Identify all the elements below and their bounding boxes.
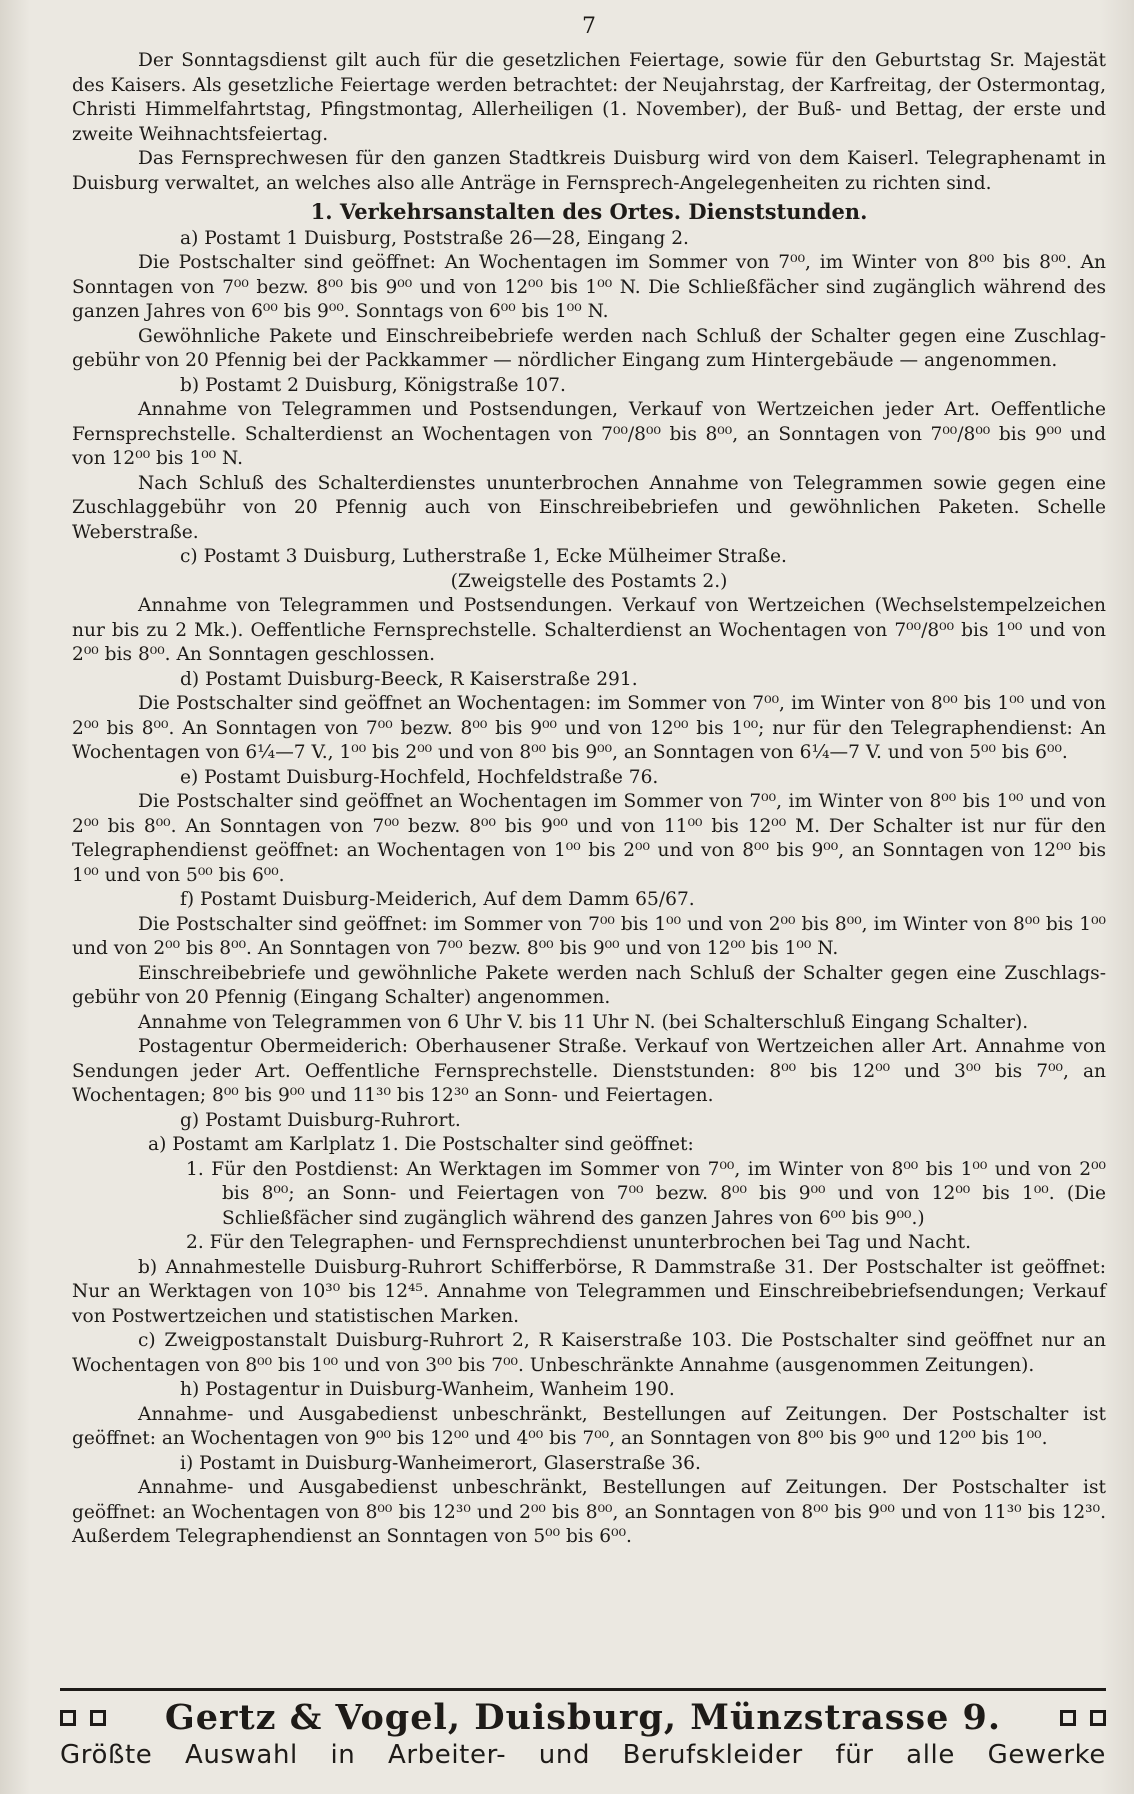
square-ornament-icon (60, 1710, 76, 1726)
office-a-hours: Die Postschalter sind geöffnet: An Wochentagen im Sommer von 7⁰⁰, im Winter von 8⁰⁰ bis 8⁰⁰. An Sonntagen von 7⁰⁰ bezw. 8⁰⁰ bis 9⁰⁰ und von 12⁰⁰ bis 1⁰⁰ N. Die Schließfächer sind zugänglich während des ganzen Jahres von 6⁰⁰ bis 9⁰⁰. Sonntags von 6⁰⁰ bis 1⁰⁰ N. (72, 252, 1106, 322)
office-g-item-post: 1. Für den Postdienst: An Werktagen im Sommer von 7⁰⁰, im Winter von 8⁰⁰ bis 1⁰⁰ und von 2⁰⁰ bis 8⁰⁰; an Sonn- und Feiertagen von 7⁰⁰ bezw. 8⁰⁰ bis 9⁰⁰ und von 12⁰⁰ bis 1⁰⁰. (Die Schließfächer sind zugänglich während des ganzen Jahres von 6⁰⁰ bis 9⁰⁰.) (186, 1158, 1106, 1229)
square-ornament-icon (1090, 1710, 1106, 1726)
advertisement-company: Gertz & Vogel, Duisburg, Münzstrasse 9. (164, 1697, 1002, 1738)
intro-paragraph-telephone: Das Fernsprechwesen für den ganzen Stadtkreis Duisburg wird von dem Kaiserl. Telegraphenamt in Duisburg verwaltet, an welches also alle Anträge in Fernsprech-Angelegenheiten zu richten sind. (72, 148, 1106, 194)
office-g-a-heading: a) Postamt am Karlplatz 1. Die Postschalter sind geöffnet: (148, 1134, 694, 1155)
square-ornament-icon (1060, 1710, 1076, 1726)
office-g-item-telegraph: 2. Für den Telegraphen- und Fernsprechdienst ununterbrochen bei Tag und Nacht. (186, 1232, 971, 1253)
office-f-heading: f) Postamt Duisburg-Meiderich, Auf dem Damm 65/67. (180, 889, 695, 910)
office-f-parcels: Einschreibebriefe und gewöhnliche Pakete werden nach Schluß der Schalter gegen eine Zuschlags-gebühr von 20 Pfennig (Eingang Schalter) angenommen. (72, 962, 1106, 1008)
square-ornament-icon (90, 1710, 106, 1726)
office-f-telegrams: Annahme von Telegrammen von 6 Uhr V. bis 11 Uhr N. (bei Schalterschluß Eingang Schalter). (138, 1011, 1029, 1033)
office-b-services: Annahme von Telegrammen und Postsendungen, Verkauf von Wertzeichen jeder Art. Oeffentliche Fernsprechstelle. Schalterdienst an Wochentagen von 7⁰⁰/8⁰⁰ bis 8⁰⁰, an Sonntagen von 7⁰⁰/8⁰⁰ bis 9⁰⁰ und von 12⁰⁰ bis 1⁰⁰ N. (72, 399, 1106, 469)
office-h-heading: h) Postagentur in Duisburg-Wanheim, Wanheim 190. (180, 1379, 675, 1400)
office-i-hours: Annahme- und Ausgabedienst unbeschränkt, Bestellungen auf Zeitungen. Der Postschalter ist geöffnet: an Wochentagen von 8⁰⁰ bis 12³⁰ und 2⁰⁰ bis 8⁰⁰, an Sonntagen von 8⁰⁰ bis 9⁰⁰ und von 11³⁰ bis 12³⁰. Außerdem Telegraphendienst an Sonntagen von 5⁰⁰ bis 6⁰⁰. (72, 1477, 1106, 1547)
office-e-heading: e) Postamt Duisburg-Hochfeld, Hochfeldstraße 76. (180, 766, 659, 788)
intro-paragraph-holidays: Der Sonntagsdienst gilt auch für die gesetzlichen Feiertage, sowie für den Geburtstag Sr. Majestät des Kaisers. Als gesetzliche Feiertage werden betrachtet: der Neujahrstag, der Karfreitag, der Ostermontag, Christi Himmelfahrtstag, Pfingstmontag, Allerheiligen (1. November), der Buß- und Bettag, der erste und zweite Weihnachtsfeiertag. (72, 50, 1106, 145)
page-number: 7 (582, 14, 596, 39)
office-g-heading: g) Postamt Duisburg-Ruhrort. (180, 1109, 461, 1131)
office-b-after-hours: Nach Schluß des Schalterdienstes ununterbrochen Annahme von Telegrammen sowie gegen eine Zuschlaggebühr von 20 Pfennig auch von Einschreibebriefen und gewöhnlichen Paketen. Schelle Weberstraße. (72, 472, 1106, 543)
office-b-heading: b) Postamt 2 Duisburg, Königstraße 107. (180, 374, 566, 396)
office-g-c-text: c) Zweigpostanstalt Duisburg-Ruhrort 2, R Kaiserstraße 103. Die Postschalter sind geöffnet nur an Wochentagen von 8⁰⁰ bis 1⁰⁰ und von 3⁰⁰ bis 7⁰⁰. Unbeschränkte Annahme (ausgenommen Zeitungen). (72, 1330, 1106, 1376)
ornament-boxes-left (60, 1710, 106, 1726)
office-e-hours: Die Postschalter sind geöffnet an Wochentagen im Sommer von 7⁰⁰, im Winter von 8⁰⁰ bis 1⁰⁰ und von 2⁰⁰ bis 8⁰⁰. An Sonntagen von 7⁰⁰ bezw. 8⁰⁰ bis 9⁰⁰ und von 11⁰⁰ bis 12⁰⁰ M. Der Schalter ist nur für den Telegraphendienst geöffnet: an Wochentagen von 1⁰⁰ bis 2⁰⁰ und von 8⁰⁰ bis 9⁰⁰, an Sonntagen von 12⁰⁰ bis 1⁰⁰ und von 5⁰⁰ bis 6⁰⁰. (72, 791, 1106, 886)
office-f-agency: Postagentur Obermeiderich: Oberhausener Straße. Verkauf von Wertzeichen aller Art. Annahme von Sendungen jeder Art. Oeffentliche Fernsprechstelle. Dienststunden: 8⁰⁰ bis 12⁰⁰ und 3⁰⁰ bis 7⁰⁰, an Wochentagen; 8⁰⁰ bis 9⁰⁰ und 11³⁰ bis 12³⁰ an Sonn- und Feiertagen. (72, 1036, 1106, 1106)
office-h-hours: Annahme- und Ausgabedienst unbeschränkt, Bestellungen auf Zeitungen. Der Postschalter ist geöffnet: an Wochentagen von 9⁰⁰ bis 12⁰⁰ und 4⁰⁰ bis 7⁰⁰, an Sonntagen von 8⁰⁰ bis 9⁰⁰ und 12⁰⁰ bis 1⁰⁰. (72, 1403, 1106, 1449)
office-c-heading: c) Postamt 3 Duisburg, Lutherstraße 1, Ecke Mülheimer Straße. (180, 546, 787, 567)
office-g-b-text: b) Annahmestelle Duisburg-Ruhrort Schifferbörse, R Dammstraße 31. Der Postschalter ist geöffnet: Nur an Werktagen von 10³⁰ bis 12⁴⁵. Annahme von Telegrammen und Einschreibebriefsendungen; Verkauf von Postwertzeichen und statistischen Marken. (72, 1256, 1106, 1327)
office-d-heading: d) Postamt Duisburg-Beeck, R Kaiserstraße 291. (180, 668, 638, 690)
office-a-parcels: Gewöhnliche Pakete und Einschreibebriefe werden nach Schluß der Schalter gegen eine Zuschlag-gebühr von 20 Pfennig bei der Packkammer — nördlicher Eingang zum Hintergebäude — angenommen. (72, 325, 1106, 371)
office-a-heading: a) Postamt 1 Duisburg, Poststraße 26—28, Eingang 2. (180, 227, 689, 249)
office-c-services: Annahme von Telegrammen und Postsendungen. Verkauf von Wertzeichen (Wechselstempelzeichen nur bis zu 2 Mk.). Oeffentliche Fernsprechstelle. Schalterdienst an Wochentagen von 7⁰⁰/8⁰⁰ bis 1⁰⁰ und von 2⁰⁰ bis 8⁰⁰. An Sonntagen geschlossen. (72, 595, 1106, 665)
advertisement (60, 1688, 1106, 1770)
advertisement-tagline: Größte Auswahl in Arbeiter- und Berufskleider für alle Gewerke (60, 1740, 1106, 1770)
section-title: 1. Verkehrsanstalten des Ortes. Dienststunden. (310, 199, 868, 224)
office-d-hours: Die Postschalter sind geöffnet an Wochentagen: im Sommer von 7⁰⁰, im Winter von 8⁰⁰ bis 1⁰⁰ und von 2⁰⁰ bis 8⁰⁰. An Sonntagen von 7⁰⁰ bezw. 8⁰⁰ bis 9⁰⁰ und von 12⁰⁰ bis 1⁰⁰; nur für den Telegraphendienst: An Wochentagen von 6¼—7 V., 1⁰⁰ bis 2⁰⁰ und von 8⁰⁰ bis 9⁰⁰, an Sonntagen von 6¼—7 V. und von 5⁰⁰ bis 6⁰⁰. (72, 693, 1106, 763)
office-f-hours: Die Postschalter sind geöffnet: im Sommer von 7⁰⁰ bis 1⁰⁰ und von 2⁰⁰ bis 8⁰⁰, im Winter von 8⁰⁰ bis 1⁰⁰ und von 2⁰⁰ bis 8⁰⁰. An Sonntagen von 7⁰⁰ bezw. 8⁰⁰ bis 9⁰⁰ und von 12⁰⁰ bis 1⁰⁰ N. (72, 913, 1106, 959)
ornament-boxes-right (1060, 1710, 1106, 1726)
advertisement-header (60, 1697, 1106, 1738)
document-body (72, 49, 1106, 1550)
office-c-subheading: (Zweigstelle des Postamts 2.) (450, 570, 728, 592)
office-i-heading: i) Postamt in Duisburg-Wanheimerort, Glaserstraße 36. (180, 1452, 701, 1474)
